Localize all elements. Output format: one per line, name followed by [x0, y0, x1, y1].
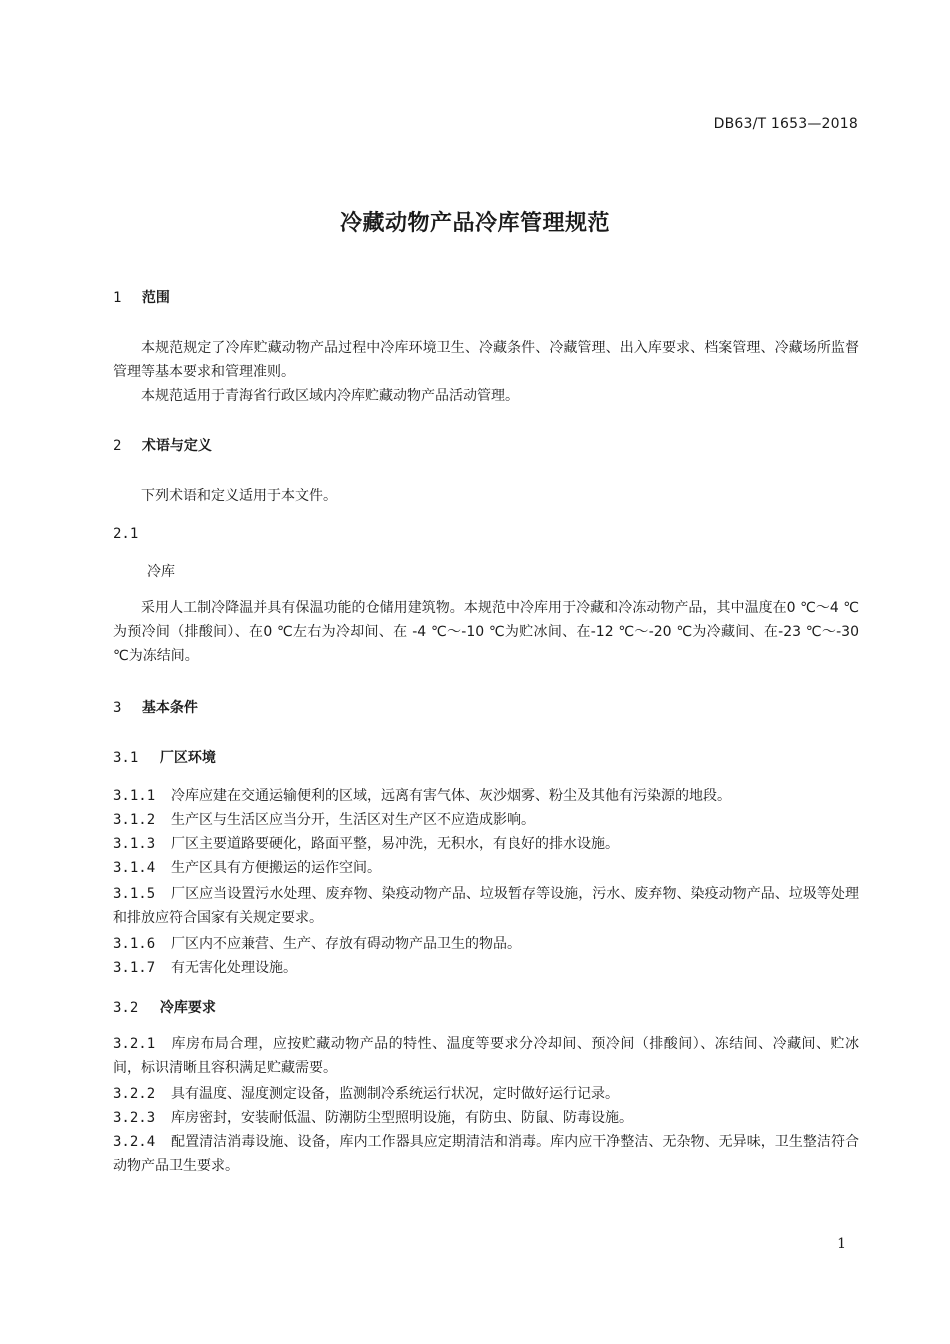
- clause-3-2-4: [113, 1130, 859, 1178]
- clause-3-1-5: [113, 882, 859, 930]
- scope-paragraph-2: 本规范适用于青海省行政区域内冷库贮藏动物产品活动管理。: [141, 388, 519, 404]
- clause-3-1-4: [113, 856, 859, 880]
- clause-text: 冷库应建在交通运输便利的区域，远离有害气体、灰沙烟雾、粉尘及其他有污染源的地段。: [171, 788, 731, 804]
- section-3-heading: [113, 696, 859, 720]
- clause-3-1-3: [113, 832, 859, 856]
- term-definition: 采用人工制冷降温并具有保温功能的仓储用建筑物。本规范中冷库用于冷藏和冷冻动物产品，其中温度在0 ℃～4 ℃为预冷间（排酸间）、在0 ℃左右为冷却间、在 -4 ℃～-10 ℃为贮冰间、在-12 ℃～-20 ℃为冷藏间、在-23 ℃～-30 ℃为冻结间。: [113, 600, 859, 664]
- subsection-3-1-heading: [113, 746, 859, 770]
- clause-number: 3.1.1: [113, 788, 156, 804]
- clause-3-2-2: [113, 1082, 859, 1106]
- clause-number: 3.1.2: [113, 812, 156, 828]
- clause-text: 厂区主要道路要硬化，路面平整，易冲洗，无积水，有良好的排水设施。: [171, 836, 619, 852]
- clause-text: 厂区应当设置污水处理、废弃物、染疫动物产品、垃圾暂存等设施，污水、废弃物、染疫动物产品、垃圾等处理和排放应符合国家有关规定要求。: [113, 886, 859, 926]
- clause-text: 有无害化处理设施。: [171, 960, 297, 976]
- clause-text: 库房密封，安装耐低温、防潮防尘型照明设施，有防虫、防鼠、防毒设施。: [171, 1110, 633, 1126]
- section-2-heading: [113, 434, 859, 458]
- clause-number: 3.2.2: [113, 1086, 156, 1102]
- clause-text: 生产区与生活区应当分开，生活区对生产区不应造成影响。: [171, 812, 535, 828]
- clause-number: 3.1.3: [113, 836, 156, 852]
- subsection-number: 3.2: [113, 1000, 139, 1016]
- clause-3-2-3: [113, 1106, 859, 1130]
- clause-text: 配置清洁消毒设施、设备，库内工作器具应定期清洁和消毒。库内应干净整洁、无杂物、无异味，卫生整洁符合动物产品卫生要求。: [113, 1134, 859, 1174]
- section-title: 基本条件: [141, 700, 198, 716]
- clause-text: 库房布局合理，应按贮藏动物产品的特性、温度等要求分冷却间、预冷间（排酸间）、冻结间、冷藏间、贮冰间，标识清晰且容积满足贮藏需要。: [113, 1036, 859, 1076]
- clause-number: 3.2.1: [113, 1036, 156, 1052]
- clause-number: 3.1.4: [113, 860, 156, 876]
- document-title: 冷藏动物产品冷库管理规范: [339, 211, 610, 236]
- page-number: 1: [837, 1236, 846, 1252]
- clause-text: 生产区具有方便搬运的运作空间。: [171, 860, 381, 876]
- section-number: 1: [113, 290, 122, 306]
- subsection-number: 3.1: [113, 750, 139, 766]
- scope-paragraph-1: 本规范规定了冷库贮藏动物产品过程中冷库环境卫生、冷藏条件、冷藏管理、出入库要求、档案管理、冷藏场所监督管理等基本要求和管理准则。: [113, 340, 859, 380]
- clause-3-2-1: [113, 1032, 859, 1080]
- clause-number: 3.1.7: [113, 960, 156, 976]
- term-name: 冷库: [147, 564, 175, 580]
- clause-3-1-1: [113, 784, 859, 808]
- clause-text: 厂区内不应兼营、生产、存放有碍动物产品卫生的物品。: [171, 936, 521, 952]
- section-number: 3: [113, 700, 122, 716]
- standard-number: DB63/T 1653—2018: [713, 116, 858, 132]
- clause-3-1-7: [113, 956, 859, 980]
- clause-number: 3.1.5: [113, 886, 156, 902]
- subsection-title: 冷库要求: [159, 1000, 216, 1016]
- clause-3-1-2: [113, 808, 859, 832]
- clause-number: 3.2.3: [113, 1110, 156, 1126]
- terms-intro-paragraph: 下列术语和定义适用于本文件。: [141, 488, 337, 504]
- clause-3-1-6: [113, 932, 859, 956]
- term-number: 2.1: [113, 526, 139, 542]
- section-title: 术语与定义: [141, 438, 212, 454]
- clause-text: 具有温度、湿度测定设备，监测制冷系统运行状况，定时做好运行记录。: [171, 1086, 619, 1102]
- clause-number: 3.2.4: [113, 1134, 156, 1150]
- subsection-title: 厂区环境: [159, 750, 216, 766]
- clause-number: 3.1.6: [113, 936, 156, 952]
- section-1-heading: [113, 286, 859, 310]
- section-title: 范围: [141, 290, 170, 306]
- section-number: 2: [113, 438, 122, 454]
- subsection-3-2-heading: [113, 996, 859, 1020]
